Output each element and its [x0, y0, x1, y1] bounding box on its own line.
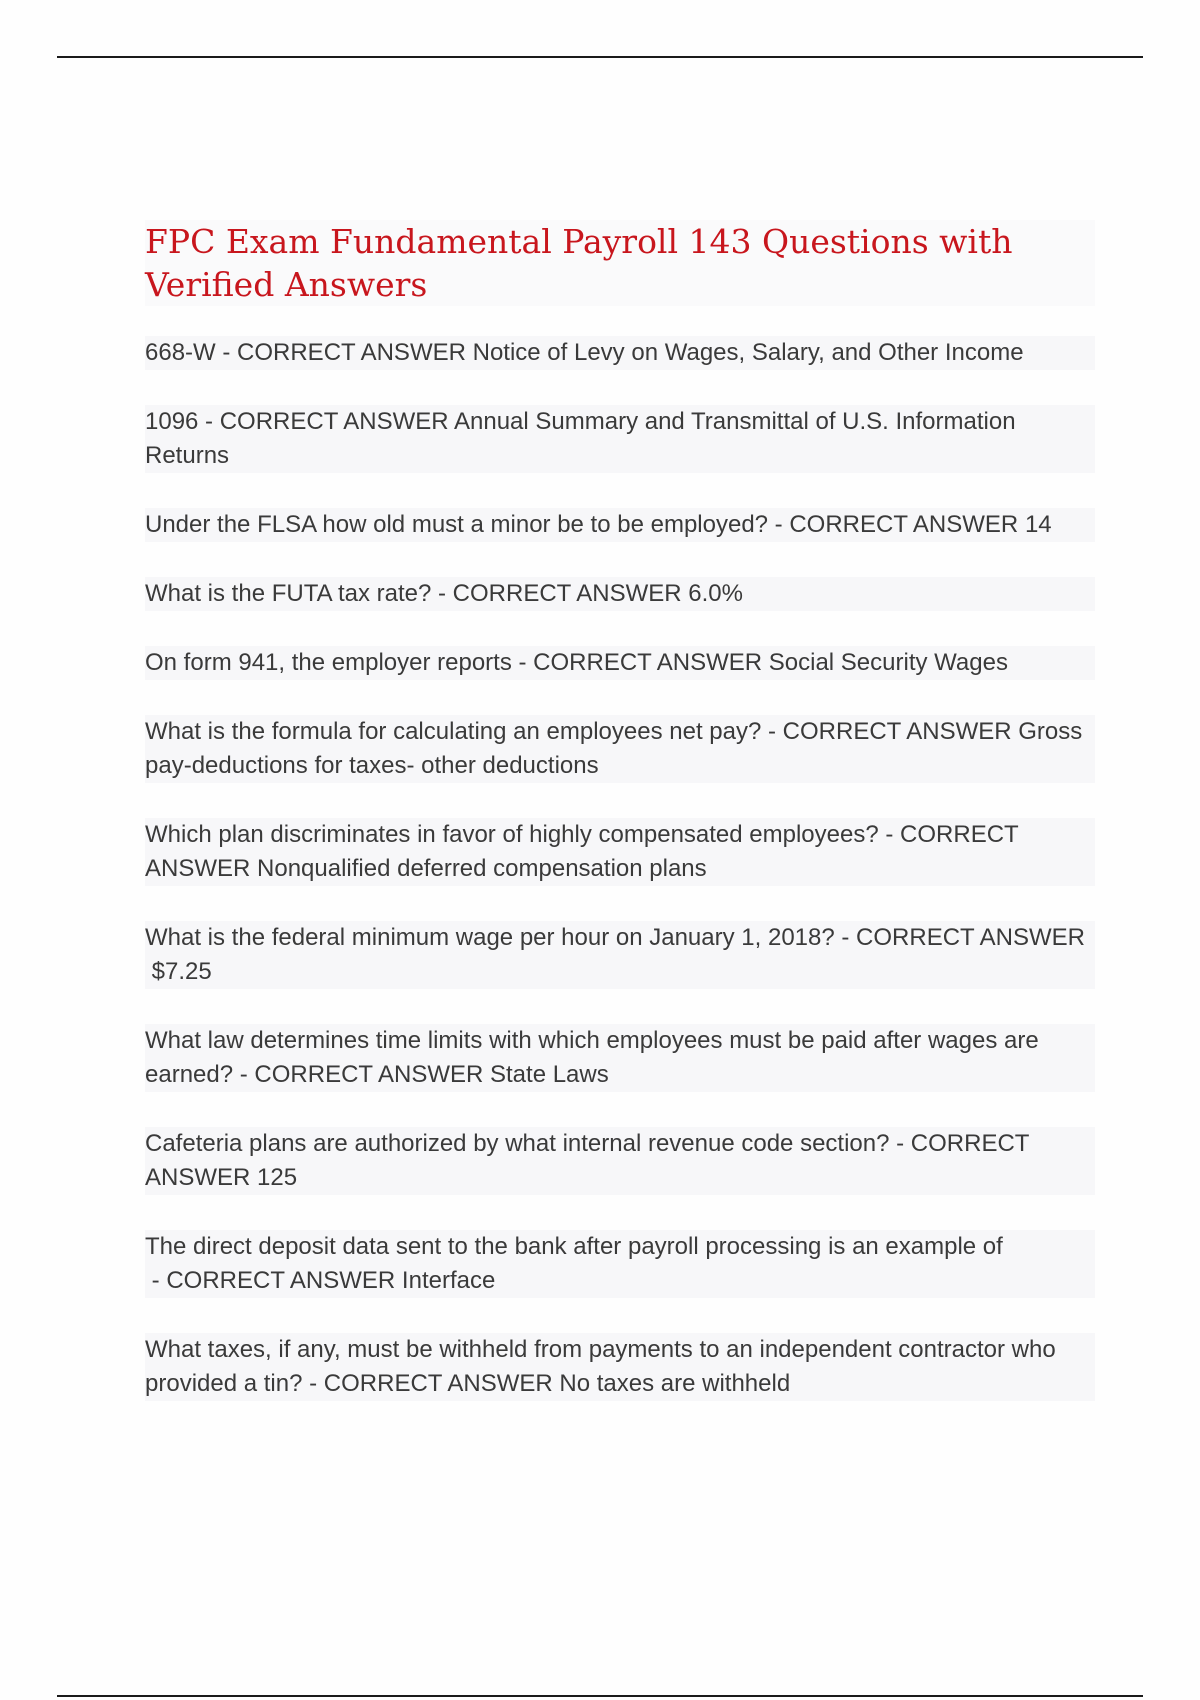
- answer-text: $7.25: [151, 958, 212, 985]
- separator: -: [889, 1130, 911, 1157]
- separator: -: [834, 924, 857, 951]
- separator: -: [198, 408, 220, 435]
- answer-space: [762, 649, 769, 676]
- answer-text: Social Security Wages: [768, 649, 1008, 676]
- correct-answer-marker: CORRECT ANSWER: [145, 821, 1019, 882]
- answer-space: [145, 958, 152, 985]
- qa-item: [145, 1230, 1095, 1298]
- correct-answer-marker: CORRECT ANSWER: [533, 649, 763, 676]
- separator: -: [878, 821, 901, 848]
- answer-space: [250, 1164, 257, 1191]
- qa-item: [145, 405, 1095, 473]
- qa-item: [145, 577, 1095, 611]
- answer-text: 6.0%: [688, 580, 743, 607]
- answer-text: State Laws: [490, 1061, 609, 1088]
- answer-text: Nonqualified deferred compensation plans: [257, 855, 707, 882]
- correct-answer-marker: CORRECT ANSWER: [782, 718, 1012, 745]
- qa-item: [145, 1024, 1095, 1092]
- question-text: Which plan discriminates in favor of highly compensated employees?: [145, 821, 879, 848]
- correct-answer-marker: CORRECT ANSWER: [323, 1370, 553, 1397]
- answer-space: [466, 339, 473, 366]
- question-text: 1096: [145, 408, 199, 435]
- answer-text: Gross pay-deductions for taxes- other deductions: [145, 718, 1083, 779]
- separator: -: [511, 649, 534, 676]
- answer-space: [1018, 511, 1025, 538]
- separator: -: [145, 1267, 167, 1294]
- qa-list: [145, 336, 1095, 1401]
- answer-text: Annual Summary and Transmittal of U.S. Information Returns: [145, 408, 1016, 469]
- correct-answer-marker: CORRECT ANSWER: [254, 1061, 484, 1088]
- question-text: What is the formula for calculating an employees net pay?: [145, 718, 762, 745]
- correct-answer-marker: CORRECT ANSWER: [856, 924, 1085, 951]
- question-text: 668-W: [145, 339, 216, 366]
- answer-text: 14: [1024, 511, 1052, 538]
- correct-answer-marker: CORRECT ANSWER: [789, 511, 1019, 538]
- question-text: The direct deposit data sent to the bank after payroll processing is an example of: [145, 1233, 1003, 1260]
- correct-answer-marker: CORRECT ANSWER: [166, 1267, 396, 1294]
- document-body: [145, 220, 1095, 1436]
- question-text: What is the FUTA tax rate?: [145, 580, 432, 607]
- question-text: On form 941, the employer reports: [145, 649, 512, 676]
- separator: -: [215, 339, 238, 366]
- answer-text: Interface: [401, 1267, 496, 1294]
- correct-answer-marker: CORRECT ANSWER: [237, 339, 466, 366]
- answer-text: No taxes are withheld: [559, 1370, 791, 1397]
- qa-item: [145, 715, 1095, 783]
- qa-item: [145, 818, 1095, 886]
- footer-rule: [57, 1695, 1143, 1697]
- correct-answer-marker: CORRECT ANSWER: [219, 408, 449, 435]
- question-text: What law determines time limits with which employees must be paid after wages are earned?: [145, 1027, 1039, 1088]
- qa-item: [145, 336, 1095, 370]
- separator: -: [233, 1061, 255, 1088]
- question-text: Cafeteria plans are authorized by what internal revenue code section?: [145, 1130, 890, 1157]
- separator: -: [761, 718, 783, 745]
- qa-item: [145, 1127, 1095, 1195]
- header-rule: [57, 56, 1143, 58]
- qa-item: [145, 1333, 1095, 1401]
- correct-answer-marker: CORRECT ANSWER: [145, 1130, 1030, 1191]
- answer-space: [483, 1061, 490, 1088]
- separator: -: [431, 580, 453, 607]
- separator: -: [768, 511, 790, 538]
- answer-text: 125: [257, 1164, 298, 1191]
- answer-text: Notice of Levy on Wages, Salary, and Other Income: [472, 339, 1024, 366]
- answer-space: [250, 855, 257, 882]
- qa-item: [145, 508, 1095, 542]
- question-text: Under the FLSA how old must a minor be to be employed?: [145, 511, 769, 538]
- answer-space: [395, 1267, 402, 1294]
- question-text: What taxes, if any, must be withheld from payments to an independent contractor who provided a tin?: [145, 1336, 1056, 1397]
- correct-answer-marker: CORRECT ANSWER: [452, 580, 682, 607]
- qa-item: [145, 921, 1095, 989]
- qa-item: [145, 646, 1095, 680]
- document-title: FPC Exam Fundamental Payroll 143 Questions with Verified Answers: [145, 220, 1095, 306]
- question-text: What is the federal minimum wage per hour on January 1, 2018?: [145, 924, 835, 951]
- separator: -: [302, 1370, 324, 1397]
